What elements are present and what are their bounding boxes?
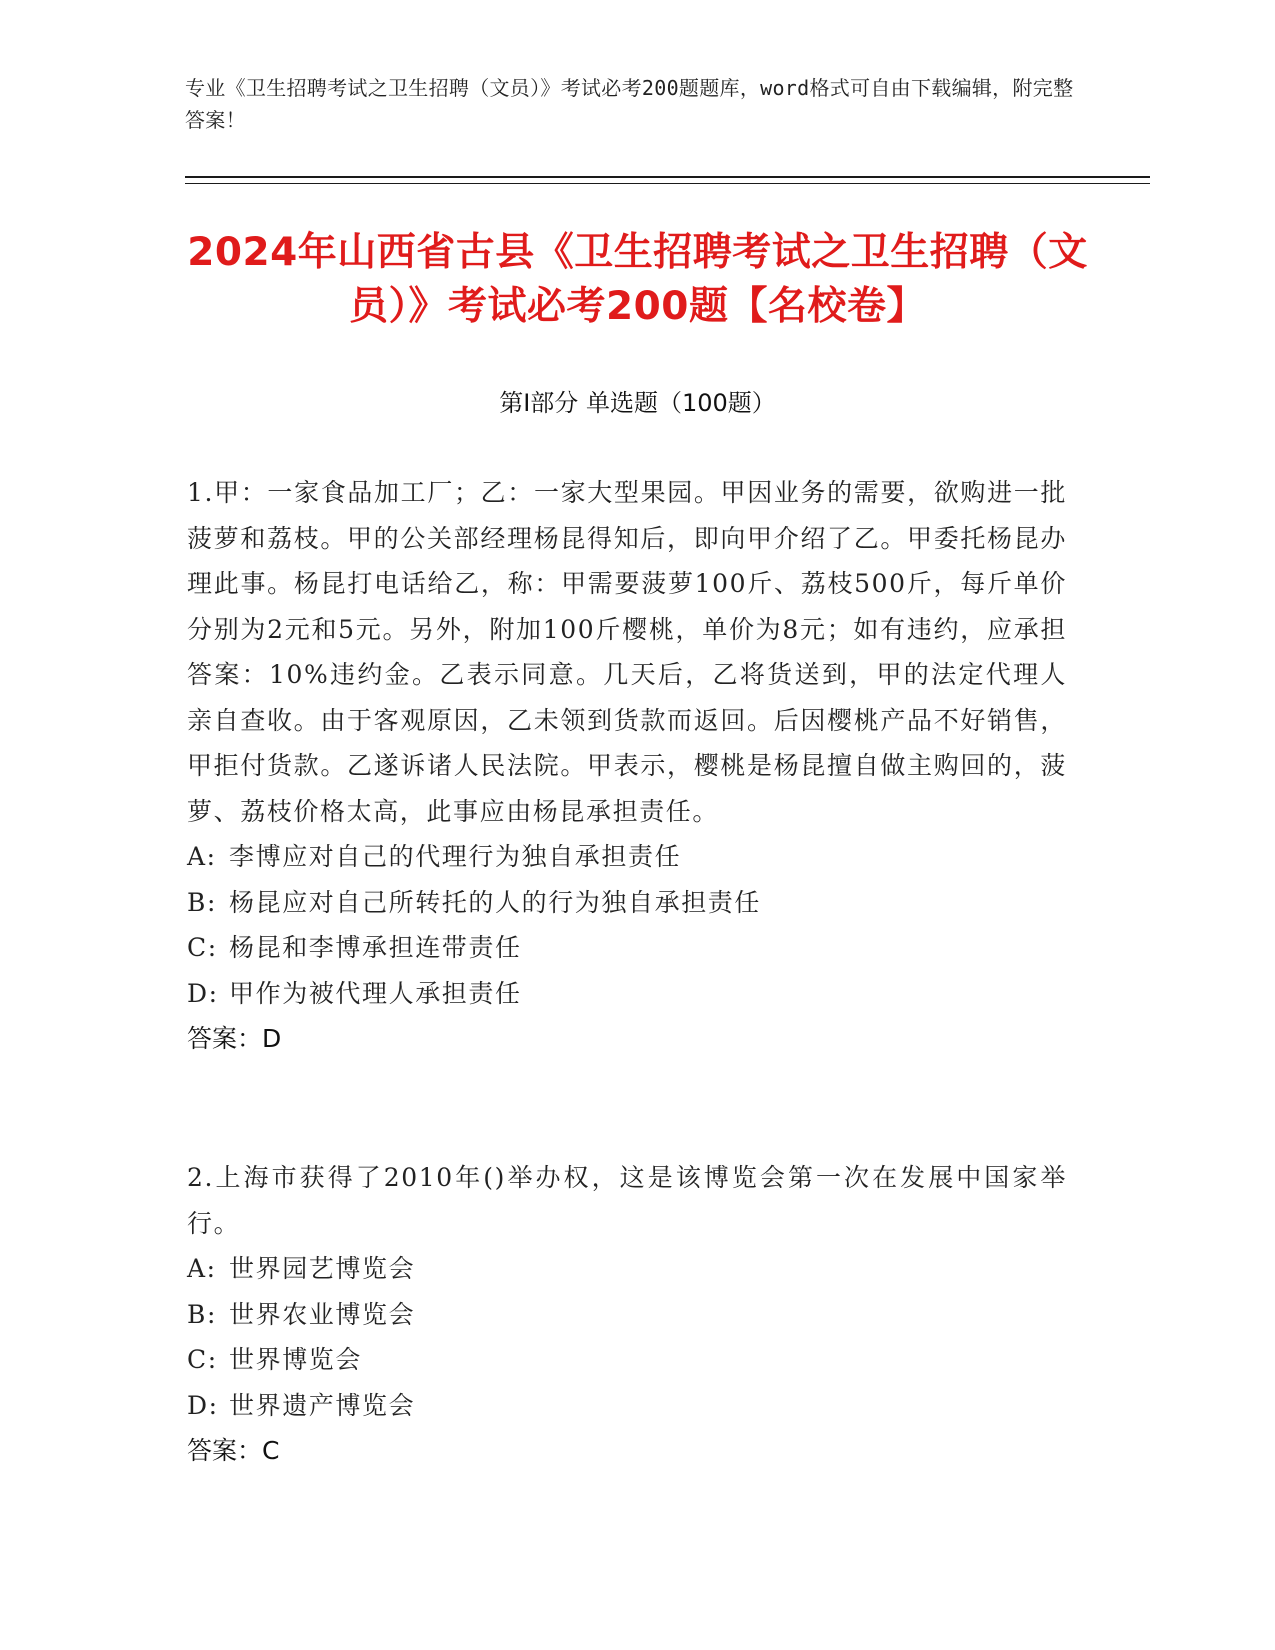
header-note: 专业《卫生招聘考试之卫生招聘（文员）》考试必考200题题库，word格式可自由下载编辑，附完整答案！ bbox=[185, 76, 1074, 132]
section-title: 第Ⅰ部分 单选题（100题） bbox=[499, 389, 776, 417]
option-key: A: bbox=[187, 1254, 217, 1283]
option-text: 世界园艺博览会 bbox=[229, 1254, 416, 1283]
option-key: A: bbox=[187, 842, 217, 871]
option-d bbox=[187, 1383, 1067, 1429]
question-stem: 2.上海市获得了2010年()举办权，这是该博览会第一次在发展中国家举行。 bbox=[187, 1163, 1067, 1238]
option-text: 杨昆应对自己所转托的人的行为独自承担责任 bbox=[229, 887, 762, 917]
header-divider-thin bbox=[185, 183, 1150, 184]
option-text: 世界遗产博览会 bbox=[229, 1390, 416, 1420]
option-text: 世界博览会 bbox=[229, 1345, 363, 1374]
option-c bbox=[187, 1337, 1067, 1383]
answer-line: 答案：C bbox=[187, 1436, 280, 1465]
option-b bbox=[187, 880, 1067, 926]
option-d bbox=[187, 971, 1067, 1017]
header-divider-thick bbox=[185, 176, 1150, 178]
option-a bbox=[187, 1246, 1067, 1292]
option-text: 世界农业博览会 bbox=[229, 1299, 416, 1329]
option-text: 杨昆和李博承担连带责任 bbox=[229, 933, 522, 962]
answer-line: 答案：D bbox=[187, 1024, 282, 1053]
question-2 bbox=[187, 1155, 1067, 1474]
option-key: B: bbox=[187, 1299, 217, 1329]
question-stem: 1.甲：一家食品加工厂；乙：一家大型果园。甲因业务的需要，欲购进一批菠萝和荔枝。甲的公关部经理杨昆得知后，即向甲介绍了乙。甲委托杨昆办理此事。杨昆打电话给乙，称：甲需要菠萝100斤、荔枝500斤，每斤单价分别为2元和5元。另外，附加100斤樱桃，单价为8元；如有违约，应承担答案：10%违约金。乙表示同意。几天后，乙将货送到，甲的法定代理人亲自查收。由于客观原因，乙未领到货款而返回。后因樱桃产品不好销售，甲拒付货款。乙遂诉诸人民法院。甲表示，樱桃是杨昆擅自做主购回的，菠萝、荔枝价格太高，此事应由杨昆承担责任。 bbox=[187, 478, 1067, 826]
document-title: 2024年山西省古县《卫生招聘考试之卫生招聘（文员）》考试必考200题【名校卷】 bbox=[187, 230, 1088, 329]
option-b bbox=[187, 1292, 1067, 1338]
option-text: 甲作为被代理人承担责任 bbox=[229, 978, 522, 1008]
option-c bbox=[187, 925, 1067, 971]
option-a bbox=[187, 834, 1067, 880]
option-key: D: bbox=[187, 1390, 219, 1420]
option-key: B: bbox=[187, 887, 217, 917]
option-key: C: bbox=[187, 933, 218, 962]
option-text: 李博应对自己的代理行为独自承担责任 bbox=[229, 842, 682, 871]
option-key: D: bbox=[187, 978, 219, 1008]
question-1 bbox=[187, 470, 1067, 1062]
option-key: C: bbox=[187, 1345, 218, 1374]
